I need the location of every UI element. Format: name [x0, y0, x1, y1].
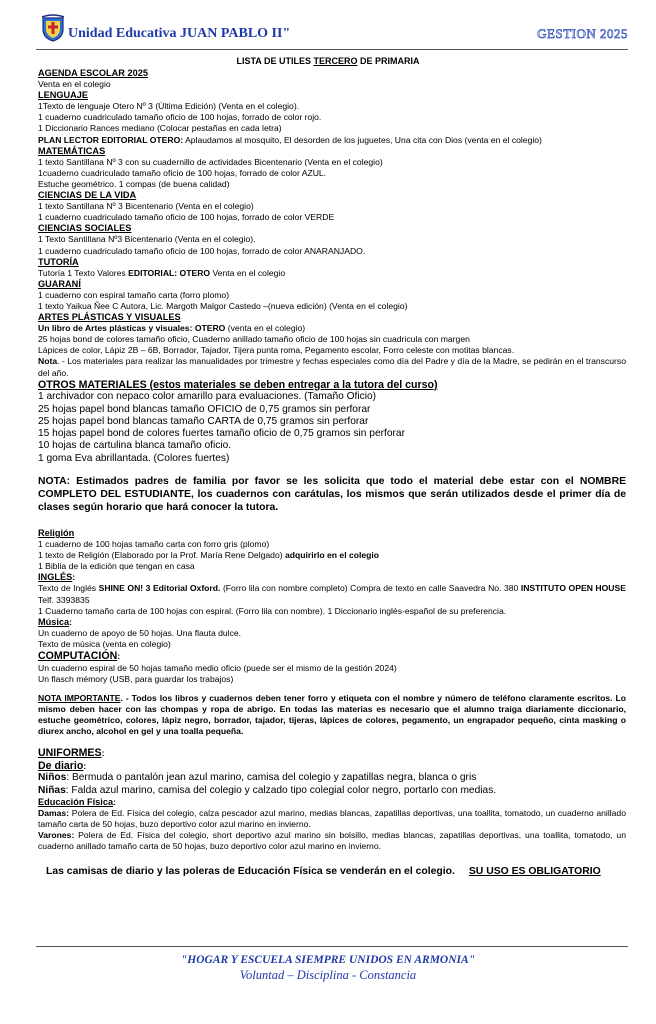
list-item: 1Texto de lenguaje Otero Nº 3 (Última Edición) (Venta en el colegio). — [38, 101, 300, 112]
list-item: Texto de música (venta en colegio) — [38, 638, 171, 649]
list-item: 1 cuaderno con espiral tamaño carta (forro plomo) — [38, 289, 230, 300]
list-item: 1 cuaderno cuadriculado tamaño oficio de 100 hojas, forrado de color rojo. — [38, 112, 322, 123]
section-heading-religion: Religión — [38, 528, 75, 538]
school-values: Voluntad – Disciplina - Constancia — [239, 968, 417, 982]
list-item: 1 Texto Santillana Nº3 Bicentenario (Venta en el colegio). — [38, 234, 256, 245]
section-heading-computacion: COMPUTACIÓN: — [38, 650, 121, 663]
header-divider — [36, 49, 628, 50]
list-item: Texto de Inglés SHINE ON! 3 Editorial Oxford. (Forro lila con nombre completo) Compra de texto en calle Saavedra No. 380 INSTITUTO OPEN HOUSE Telf. 3393835 — [38, 583, 626, 605]
list-item: 1cuaderno cuadriculado tamaño oficio de 100 hojas, forrado de color AZUL. — [38, 167, 327, 178]
artes-note: Nota. - Los materiales para realizar las manualidades por trimestre y fechas especiales como día del Padre y día de la Madre, se pedirán en el transcurso del año. — [38, 356, 626, 378]
page-title: LISTA DE UTILES TERCERO DE PRIMARIA — [236, 56, 420, 66]
list-item: Lápices de color, Lápiz 2B – 6B, Borrador, Tajador, Tijera punta roma, Pegamento escolar, Forro celeste con motitas blancas. — [38, 345, 515, 356]
section-heading-otros: OTROS MATERIALES (estos materiales se deben entregar a la tutora del curso) — [38, 378, 438, 391]
list-item: 1 archivador con nepaco color amarillo para evaluaciones. (Tamaño Oficio) — [38, 391, 377, 403]
section-heading-ingles: INGLÉS: — [38, 572, 76, 583]
footer-divider — [36, 946, 628, 947]
section-heading-musica: Música: — [38, 616, 73, 627]
final-notice: Las camisas de diario y las poleras de Educación Física se venderán en el colegio. SU USO ES OBLIGATORIO — [46, 866, 601, 878]
mandatory-label: SU USO ES OBLIGATORIO — [468, 866, 601, 878]
plan-lector: PLAN LECTOR EDITORIAL OTERO: Aplaudamos al mosquito, El desorden de los juguetes, Una cita con Dios (venta en el colegio) — [38, 134, 542, 145]
list-item: Un cuaderno espiral de 50 hojas tamaño medio oficio (puede ser el mismo de la gestión 2024) — [38, 662, 397, 673]
section-heading-uniformes: UNIFORMES: — [38, 747, 105, 760]
supply-list — [38, 68, 626, 878]
subheading-educacion-fisica: Educación Física: — [38, 796, 116, 807]
section-heading-ciencias-vida: CIENCIAS DE LA VIDA — [38, 190, 137, 201]
grade-label: TERCERO — [313, 56, 358, 66]
list-item: 1 cuaderno de 100 hojas tamaño carta con forro gris (plomo) — [38, 539, 270, 550]
important-note: NOTA IMPORTANTE. - Todos los libros y cuadernos deben tener forro y etiqueta con el nombre y número de teléfono claramente escritos. Lo mismo deben hacer con las chompas y ropa de abrigo. En todas las materias es necesario que el alumno traiga diariamente diccionario, estuche geométrico, colores, lápiz negro, borrador, tajador, tijeras, lápices de colores, pegamento, un engrapador pequeño, cinta masking o diurex ancho, alcohol en gel y una toalla pequeña. — [38, 692, 626, 737]
list-item: Estuche geométrico. 1 compas (de buena calidad) — [38, 178, 230, 189]
list-item: 1 Cuaderno tamaño carta de 100 hojas con espiral. (Forro lila con nombre). 1 Diccionario inglés-español de su preferencia. — [38, 605, 507, 616]
list-item: Un libro de Artes plásticas y visuales: OTERO (venta en el colegio) — [38, 323, 306, 334]
list-item: 1 texto Santillana Nº 3 con su cuadernillo de actividades Bicentenario (Venta en el colegio) — [38, 156, 383, 167]
section-heading-lenguaje: LENGUAJE — [38, 90, 89, 101]
list-item: 1 cuaderno cuadriculado tamaño oficio de 100 hojas, forrado de color VERDE — [38, 212, 335, 223]
school-crest-icon — [40, 14, 66, 42]
list-item: 1 Diccionario Rances mediano (Colocar pestañas en cada letra) — [38, 123, 282, 134]
list-item: 25 hojas bond de colores tamaño oficio, Cuaderno anillado tamaño oficio de 100 hojas sin cuadricula con margen — [38, 334, 470, 345]
list-item: 10 hojas de cartulina blanca tamaño oficio. — [38, 440, 232, 452]
gestion-year: GESTION 2025 — [537, 26, 628, 41]
section-heading-tutoria: TUTORÍA — [38, 256, 79, 267]
section-heading-artes: ARTES PLÁSTICAS Y VISUALES — [38, 312, 181, 323]
school-motto: "HOGAR Y ESCUELA SIEMPRE UNIDOS EN ARMONIA" — [180, 954, 476, 966]
list-item: Un cuaderno de apoyo de 50 hojas. Una flauta dulce. — [38, 627, 242, 638]
section-heading-matematicas: MATEMÁTICAS — [38, 145, 106, 156]
school-name: Unidad Educativa JUAN PABLO II" — [68, 26, 291, 41]
list-item: 25 hojas papel bond blancas tamaño OFICIO de 0,75 gramos sin perforar — [38, 403, 371, 415]
section-heading-ciencias-sociales: CIENCIAS SOCIALES — [38, 223, 132, 234]
list-item: Tutoría 1 Texto Valores EDITORIAL: OTERO Venta en el colegio — [38, 267, 286, 278]
list-item: Niños: Bermuda o pantalón jean azul marino, camisa del colegio y zapatillas negra, blanca o gris — [38, 772, 477, 784]
section-heading-agenda: AGENDA ESCOLAR 2025 — [38, 68, 148, 78]
list-item: 1 Biblia de la edición que tengan en casa — [38, 561, 195, 572]
general-note: NOTA: Estimados padres de familia por favor se les solicita que todo el material debe estar con el NOMBRE COMPLETO DEL ESTUDIANTE, los cuadernos con carátulas, los mismos que serán utilizados desde el primer día de clases según horario que hará conocer la tutora. — [38, 476, 626, 513]
list-item: 1 texto Yaikua Ñee C Autora, Lic. Margoth Malgor Castedo –(nueva edición) (Venta en el colegio) — [38, 300, 408, 311]
list-item: 1 texto de Religión (Elaborado por la Prof. María Rene Delgado) adquirirlo en el colegio — [38, 550, 380, 561]
list-item: Varones: Polera de Ed. Física del colegio, short deportivo azul marino sin bolsillo, medias blancas, zapatillas deportivas, una toallita, tomatodo, un cuaderno anillado tamaño carta de 50 hojas, buzo deportivo color azul marino en invierno. — [38, 830, 626, 852]
list-item: 1 goma Eva abrillantada. (Colores fuertes) — [38, 452, 230, 464]
agenda-line: Venta en el colegio — [38, 79, 111, 90]
section-heading-guarani: GUARANÍ — [38, 278, 81, 289]
list-item: 15 hojas papel bond de colores fuertes tamaño oficio de 0,75 gramos sin perforar — [38, 428, 405, 440]
list-item: 1 texto Santillana Nº 3 Bicentenario (Venta en el colegio) — [38, 201, 254, 212]
list-item: 1 cuaderno cuadriculado tamaño oficio de 100 hojas, forrado de color ANARANJADO. — [38, 245, 366, 256]
page-header — [36, 12, 628, 50]
list-item: Un flasch mémory (USB, para guardar los trabajos) — [38, 673, 234, 684]
list-item: Niñas: Falda azul marino, camisa del colegio y calzado tipo colegial color negro, portarlo con medias. — [38, 784, 497, 796]
subheading-diario: De diario: — [38, 759, 87, 772]
list-item: 25 hojas papel bond blancas tamaño CARTA de 0,75 gramos sin perforar — [38, 415, 369, 427]
list-item: Damas: Polera de Ed. Física del colegio, calza pescador azul marino, medias blancas, zapatillas deportivas, una toallita, tomatodo, un cuaderno anillado tamaño carta de 50 hojas, buzo deportivo color azul marino en invierno. — [38, 808, 626, 830]
